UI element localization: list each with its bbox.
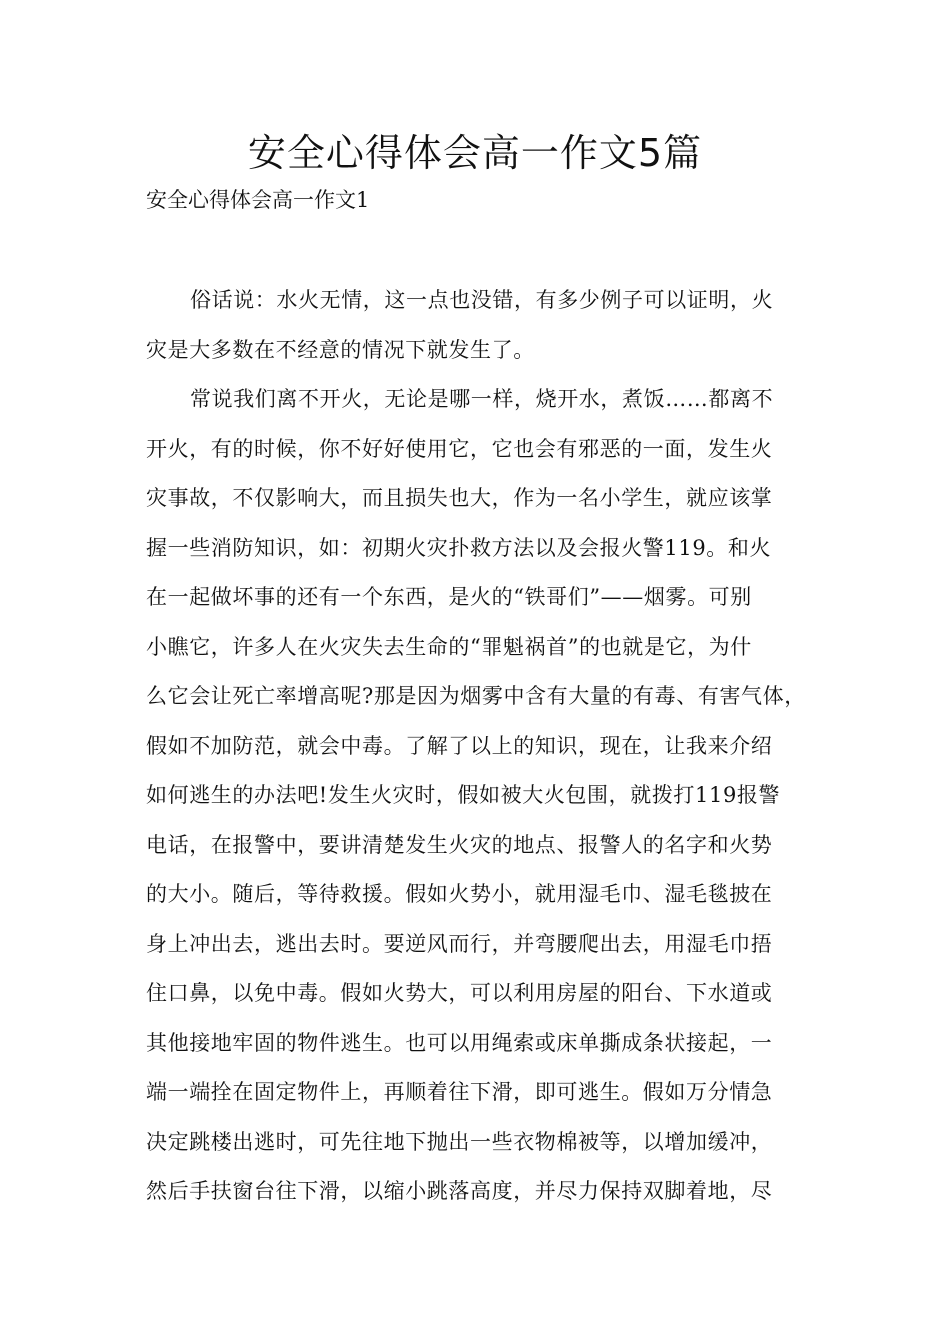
paragraph-line: 然后手扶窗台往下滑，以缩小跳落高度，并尽力保持双脚着地，尽 [146, 1179, 773, 1203]
paragraph-line: 的大小。随后，等待救援。假如火势小，就用湿毛巾、湿毛毯披在 [146, 882, 773, 906]
paragraph-line: 假如不加防范，就会中毒。了解了以上的知识，现在，让我来介绍 [146, 733, 773, 758]
paragraph-line: 灾是大多数在不经意的情况下就发生了。 [146, 337, 535, 362]
paragraph-line: 住口鼻，以免中毒。假如火势大，可以利用房屋的阳台、下水道或 [146, 981, 773, 1005]
paragraph-line: 么它会让死亡率增高呢?那是因为烟雾中含有大量的有毒、有害气体， [146, 684, 806, 708]
paragraph-line: 其他接地牢固的物件逃生。也可以用绳索或床单撕成条状接起，一 [146, 1030, 773, 1055]
paragraph-line: 身上冲出去，逃出去时。要逆风而行，并弯腰爬出去，用湿毛巾捂 [146, 931, 773, 956]
paragraph-line: 俗话说：水火无情，这一点也没错，有多少例子可以证明，火 [190, 288, 774, 312]
paragraph-line: 灾事故，不仅影响大，而且损失也大，作为一名小学生，就应该掌 [146, 486, 773, 510]
paragraph-line: 在一起做坏事的还有一个东西，是火的“铁哥们”——烟雾。可别 [146, 585, 752, 609]
paragraph-line: 决定跳楼出逃时，可先往地下抛出一些衣物棉被等，以增加缓冲， [146, 1129, 773, 1154]
paragraph-1 [146, 276, 806, 375]
paragraph-2 [146, 375, 806, 1217]
paragraph-line: 常说我们离不开火，无论是哪一样，烧开水，煮饭……都离不 [190, 387, 774, 411]
paragraph-line: 如何逃生的办法吧!发生火灾时，假如被大火包围，就拨打119报警 [146, 783, 781, 807]
paragraph-line: 握一些消防知识，如：初期火灾扑救方法以及会报火警119。和火 [146, 535, 772, 560]
document-title: 安全心得体会高一作文5篇 [247, 131, 703, 175]
paragraph-line: 电话，在报警中，要讲清楚发生火灾的地点、报警人的名字和火势 [146, 832, 773, 857]
section-heading: 安全心得体会高一作文1 [146, 188, 370, 212]
paragraph-line: 小瞧它，许多人在火灾失去生命的“罪魁祸首”的也就是它，为什 [146, 634, 752, 659]
paragraph-line: 开火，有的时候，你不好好使用它，它也会有邪恶的一面，发生火 [146, 436, 773, 461]
paragraph-line: 端一端拴在固定物件上，再顺着往下滑，即可逃生。假如万分情急 [146, 1080, 773, 1104]
